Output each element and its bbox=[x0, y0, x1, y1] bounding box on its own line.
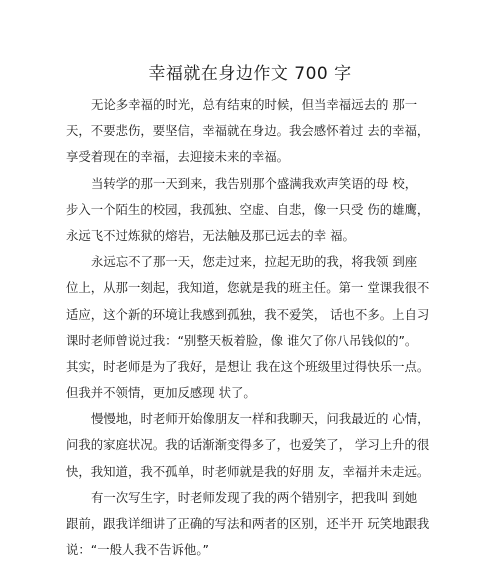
essay-line: 无论多幸福的时光，总有结束的时候，但当幸福远去的 那一 bbox=[91, 97, 418, 112]
essay-line: 跟前，跟我详细讲了正确的写法和两者的区别，还半开 玩笑地跟我 bbox=[66, 516, 430, 531]
essay-line: 问我的家庭状况。我的话渐渐变得多了，也爱笑了， 学习上升的很 bbox=[66, 437, 430, 453]
essay-line: 当转学的那一天到来，我告别那个盛满我欢声笑语的母 校， bbox=[91, 175, 418, 191]
essay-line: 位上，从那一刻起，我知道，您就是我的班主任。第一 堂课我很不 bbox=[66, 280, 430, 296]
essay-line: 享受着现在的幸福，去迎接未来的幸福。 bbox=[66, 149, 290, 165]
essay-line: 天，不要悲伤，要坚信，幸福就在身边。我会感怀着过 去的幸福， bbox=[66, 123, 430, 139]
essay-line: 其实，时老师是为了我好，是想让 我在这个班级里过得快乐一点。 bbox=[66, 358, 430, 374]
essay-line: 慢慢地，时老师开始像朋友一样和我聊天，问我最近的 心情， bbox=[91, 411, 430, 427]
essay-line: 快，我知道，我不孤单，时老师就是我的好朋 友，幸福并未走远。 bbox=[66, 463, 430, 479]
essay-line: 永远飞不过炼狱的熔岩，无法触及那已远去的幸 福。 bbox=[66, 227, 355, 243]
essay-line: 步入一个陌生的校园，我孤独、空虚、自悲，像一只受 伤的雄鹰， bbox=[66, 201, 430, 217]
essay-body bbox=[66, 92, 434, 563]
essay-line: 课时老师曾说过我：“别整天板着脸，像 谁欠了你八吊钱似的”。 bbox=[66, 332, 418, 348]
essay-line: 永远忘不了那一天，您走过来，拉起无助的我，将我领 到座 bbox=[91, 254, 418, 270]
essay-line: 有一次写生字，时老师发现了我的两个错别字，把我叫 到她 bbox=[91, 489, 418, 505]
document-title: 幸福就在身边作文 700 字 bbox=[148, 64, 352, 84]
essay-line: 适应，这个新的环境让我感到孤独，我不爱笑， 话也不多。上自习 bbox=[66, 306, 430, 322]
essay-line: 但我并不领情，更加反感现 状了。 bbox=[66, 385, 256, 401]
essay-line: 说：“一般人我不告诉他。” bbox=[66, 542, 209, 558]
